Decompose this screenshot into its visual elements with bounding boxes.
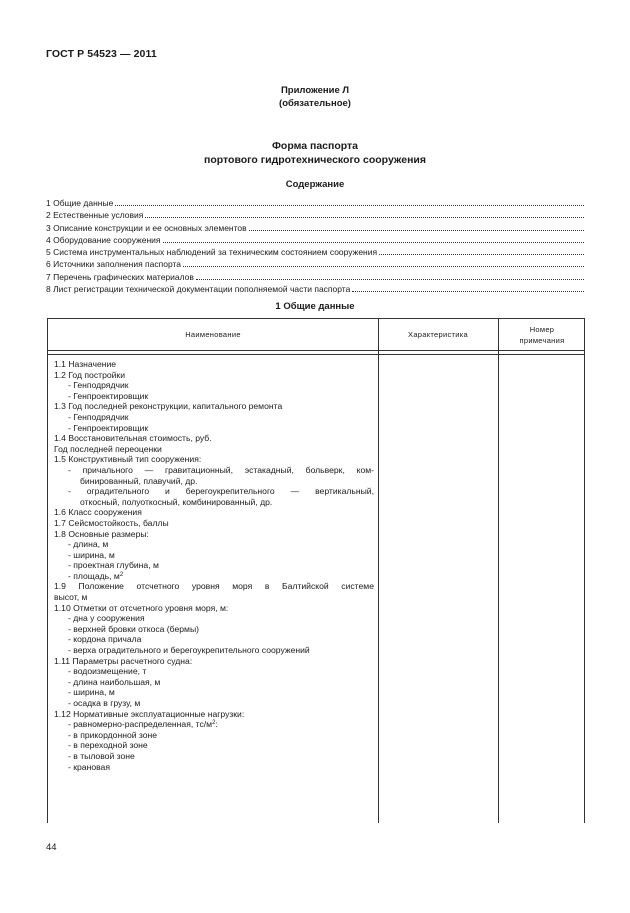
general-data-table — [47, 318, 585, 823]
table-row — [54, 571, 374, 582]
toc-item-label: 2 Естественные условия — [46, 210, 144, 221]
table-row: - в прикордонной зоне — [68, 729, 158, 740]
table-row: - в переходной зоне — [68, 740, 148, 751]
row-text: - равномерно-распределенная, тс/м — [68, 719, 213, 730]
section-title: 1 Общие данные — [275, 301, 355, 312]
page-number: 44 — [46, 842, 57, 853]
toc-item-label: 1 Общие данные — [46, 198, 114, 208]
table-row: - ширина, м — [68, 549, 115, 560]
column-header-note — [498, 319, 586, 350]
toc-item — [46, 271, 586, 283]
form-title — [0, 139, 630, 167]
table-row: - верха оградительного и берегоукрепительного сооружений — [68, 645, 310, 656]
form-title-line2: портового гидротехнического сооружения — [204, 154, 426, 166]
toc-item — [46, 197, 586, 209]
table-row: - длина, м — [68, 539, 109, 550]
toc-item — [46, 258, 586, 270]
table-row: - проектная глубина, м — [68, 560, 159, 571]
table-row: - кордона причала — [68, 634, 142, 645]
column-header-characteristic: Характеристика — [408, 330, 468, 339]
column-divider — [498, 319, 499, 823]
document-code: ГОСТ Р 54523 — 2011 — [46, 48, 157, 60]
toc-item — [46, 222, 586, 234]
header-divider — [48, 350, 584, 351]
table-row: 1.11 Параметры расчетного судна: — [54, 655, 193, 666]
table-row: 1.2 Год постройки — [54, 369, 125, 380]
column-header-note-line1: Номер — [529, 324, 555, 334]
toc-item — [46, 283, 586, 295]
table-row: бинированный, плавучий, др. — [80, 475, 198, 486]
toc-leader — [196, 271, 584, 280]
table-row: - осадка в грузу, м — [68, 698, 141, 708]
toc-leader — [145, 209, 584, 218]
toc-leader — [379, 246, 584, 255]
form-title-line1: Форма паспорта — [271, 140, 359, 152]
table-row: 1.12 Нормативные эксплуатационные нагрузки: — [54, 708, 245, 719]
toc-item — [46, 234, 586, 246]
header-divider — [48, 354, 584, 355]
table-row: - верхней бровки откоса (бермы) — [68, 623, 200, 634]
table-of-contents — [46, 197, 586, 295]
column-header-name: Наименование — [185, 330, 241, 339]
table-row: 1.5 Конструктивный тип сооружения: — [54, 454, 202, 465]
toc-item-label: 6 Источники заполнения паспорта — [46, 259, 182, 270]
table-row: 1.8 Основные размеры: — [54, 528, 149, 539]
toc-leader — [163, 234, 585, 243]
toc-leader — [249, 222, 584, 231]
column-header-note-line2: примечания — [519, 335, 565, 345]
toc-item — [46, 246, 586, 258]
toc-item-label: 5 Система инструментальных наблюдений за техническим состоянием сооружения — [46, 247, 378, 258]
toc-item — [46, 209, 586, 221]
table-row: - в тыловой зоне — [68, 750, 135, 761]
table-row: - ширина, м — [68, 687, 115, 698]
superscript: 2 — [119, 571, 124, 578]
row-text-suffix: : — [215, 719, 218, 730]
toc-item-label: 4 Оборудование сооружения — [46, 234, 161, 245]
table-row: 1.1 Назначение — [54, 359, 117, 369]
table-row: - причального — гравитационный, эстакадный, больверк, ком- — [68, 464, 374, 475]
table-row: - дна у сооружения — [68, 613, 145, 624]
column-divider — [378, 319, 379, 823]
table-row: 1.6 Класс сооружения — [54, 507, 142, 518]
table-row: - длина наибольшая, м — [68, 676, 161, 687]
toc-item-label: 3 Описание конструкции и ее основных элементов — [46, 222, 247, 233]
table-row: - Генпроектировщик — [68, 422, 149, 433]
appendix-note: (обязательное) — [279, 98, 351, 109]
toc-leader — [183, 258, 584, 267]
toc-item-label: 8 Лист регистрации технической документации пополняемой части паспорта — [46, 284, 351, 295]
table-row: - оградительного и берегоукрепительного — вертикальный, — [68, 486, 374, 497]
table-row: - Генподрядчик — [68, 411, 129, 422]
toc-leader — [352, 283, 584, 292]
table-row: - водоизмещение, т — [68, 666, 147, 677]
table-row: высот, м — [54, 592, 88, 603]
superscript: 2 — [212, 720, 216, 727]
contents-title: Содержание — [285, 179, 345, 190]
toc-leader — [115, 197, 584, 206]
appendix-heading — [0, 84, 630, 110]
table-row: - крановая — [68, 761, 110, 772]
table-row: - Генпроектировщик — [68, 390, 149, 401]
table-row: 1.10 Отметки от отсчетного уровня моря, м: — [54, 602, 229, 613]
table-row — [54, 719, 374, 730]
table-rows — [54, 359, 374, 772]
table-row: Год последней переоценки — [54, 443, 162, 454]
row-text: - площадь, м — [68, 570, 120, 581]
table-row: откосный, полуоткосный, комбинированный, др. — [80, 496, 273, 507]
table-row: 1.4 Восстановительная стоимость, руб. — [54, 433, 212, 444]
table-row: 1.7 Сейсмостойкость, баллы — [54, 517, 169, 528]
table-row: 1.3 Год последней реконструкции, капитального ремонта — [54, 401, 283, 412]
table-row: 1.9 Положение отсчетного уровня моря в Балтийской системе — [54, 581, 374, 592]
appendix-title: Приложение Л — [280, 85, 350, 96]
toc-item-label: 7 Перечень графических материалов — [46, 271, 194, 282]
table-row: - Генподрядчик — [68, 380, 129, 391]
